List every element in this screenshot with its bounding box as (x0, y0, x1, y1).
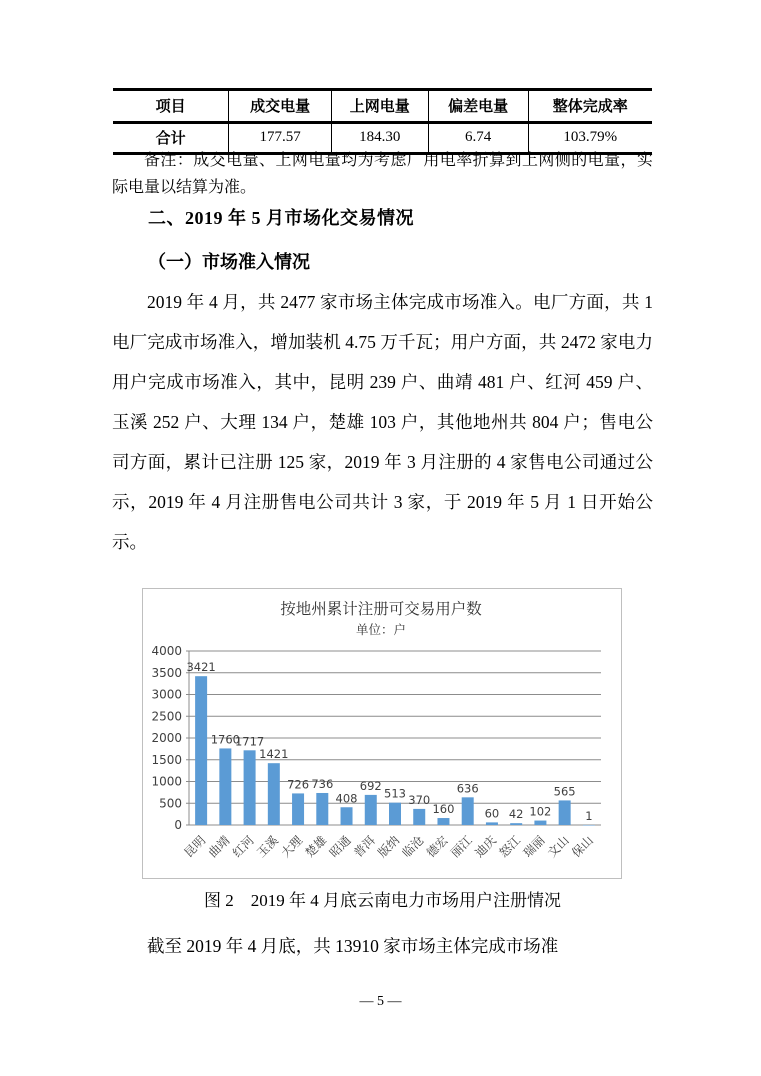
table-header-cell: 项目 (113, 90, 229, 123)
x-axis-label: 德宏 (423, 833, 451, 861)
y-axis-label: 3000 (151, 687, 182, 702)
chart-bar (341, 807, 353, 825)
bar-value-label: 636 (456, 781, 479, 796)
y-axis-label: 2500 (151, 709, 182, 724)
chart-bar (534, 821, 546, 825)
bar-value-label: 1421 (259, 747, 289, 762)
paragraph-market-entry: 2019 年 4 月，共 2477 家市场主体完成市场准入。电厂方面，共 1 电厂完成市场准入，增加装机 4.75 万千瓦；用户方面，共 2472 家电力用户完成市场准入，其中，昆明 239 户、曲靖 481 户、红河 459 户、玉溪 252 户、大理 134 户，楚雄 103 户，其他地州共 804 户；售电公司方面，累计已注册 125 家，2019 年 3 月注册的 4 家售电公司通过公示，2019 年 4 月注册售电公司共计 3 家，于 2019 年 5 月 1 日开始公示。 (112, 292, 653, 552)
chart-subtitle: 单位：户 (355, 622, 407, 637)
chart-bar (292, 793, 304, 825)
x-axis-label: 昆明 (181, 833, 209, 861)
chart-bar (462, 797, 474, 825)
y-axis-label: 2000 (151, 731, 182, 745)
table-header-cell: 成交电量 (229, 90, 331, 123)
bar-value-label: 102 (529, 804, 552, 819)
x-axis-label: 玉溪 (254, 833, 281, 861)
chart-bar (244, 750, 256, 825)
x-axis-label: 文山 (544, 833, 572, 861)
chart-bar (486, 822, 498, 825)
bar-value-label: 42 (508, 807, 524, 822)
table-header-cell: 上网电量 (331, 90, 428, 123)
table-cell: 合计 (155, 131, 186, 147)
chart-bar (559, 800, 571, 825)
x-axis-label: 迪庆 (472, 833, 500, 861)
x-axis-label: 普洱 (351, 833, 378, 861)
x-axis-label: 瑞丽 (520, 833, 548, 861)
bar-value-label: 160 (432, 802, 455, 817)
bar-value-label: 736 (311, 776, 334, 791)
chart-bar (219, 748, 231, 825)
y-axis-label: 1500 (151, 752, 182, 767)
bar-value-label: 726 (287, 777, 310, 792)
x-axis-label: 临沧 (399, 833, 427, 861)
y-axis-label: 4000 (151, 644, 182, 658)
x-axis-label: 曲靖 (205, 833, 233, 861)
y-axis-label: 0 (174, 818, 182, 832)
chart-bar (365, 795, 377, 825)
bar-value-label: 565 (553, 784, 576, 799)
chart-bar (389, 803, 401, 825)
y-axis-label: 3500 (151, 665, 182, 680)
table-header-cell: 偏差电量 (428, 90, 528, 123)
chart-canvas (143, 589, 619, 876)
paragraph-cumulative: 截至 2019 年 4 月底，共 13910 家市场主体完成市场准 (147, 936, 559, 956)
chart-bar (195, 676, 207, 825)
bar-value-label: 692 (359, 778, 382, 793)
chart-bar (583, 825, 595, 826)
bar-value-label: 60 (484, 806, 500, 821)
x-axis-label: 红河 (229, 833, 257, 861)
x-axis-label: 昭通 (326, 833, 354, 861)
page-number: — 5 — (359, 994, 402, 1009)
chart-bar (510, 823, 522, 825)
x-axis-label: 保山 (569, 833, 597, 861)
x-axis-label: 版纳 (375, 833, 403, 861)
table-cell: 103.79% (528, 123, 652, 154)
table-cell: 6.74 (428, 123, 528, 154)
bar-value-label: 1717 (234, 734, 265, 749)
x-axis-label: 大理 (278, 833, 306, 861)
x-axis-label: 楚雄 (302, 833, 330, 861)
x-axis-label: 怒江 (496, 833, 524, 861)
y-axis-label: 500 (159, 796, 182, 811)
bar-value-label: 3421 (186, 660, 216, 675)
registration-bar-chart (142, 588, 622, 879)
x-axis-label: 丽江 (447, 833, 475, 861)
table-cell: 177.57 (229, 123, 331, 154)
bar-value-label: 513 (384, 786, 406, 801)
chart-bar (316, 793, 328, 825)
bar-value-label: 1 (585, 808, 593, 823)
y-axis-label: 1000 (151, 774, 182, 789)
table-header-row (113, 90, 652, 123)
chart-bar (413, 809, 425, 825)
table-note: 备注：成交电量、上网电量均为考虑厂用电率折算到上网侧的电量，实际电量以结算为准。 (112, 152, 653, 196)
table-cell: 184.30 (331, 123, 428, 154)
bar-value-label: 408 (335, 791, 358, 806)
section-heading: 二、2019 年 5 月市场化交易情况 (148, 208, 414, 228)
chart-bar (437, 818, 449, 825)
figure-caption: 图 2 2019 年 4 月底云南电力市场用户注册情况 (204, 891, 561, 910)
table-header-cell: 整体完成率 (528, 90, 652, 123)
chart-title: 按地州累计注册可交易用户数 (280, 600, 482, 618)
chart-bar (268, 763, 280, 825)
bar-value-label: 1760 (210, 732, 240, 747)
bar-value-label: 370 (408, 792, 431, 807)
subsection-heading: （一）市场准入情况 (148, 252, 310, 272)
summary-table (113, 88, 652, 155)
